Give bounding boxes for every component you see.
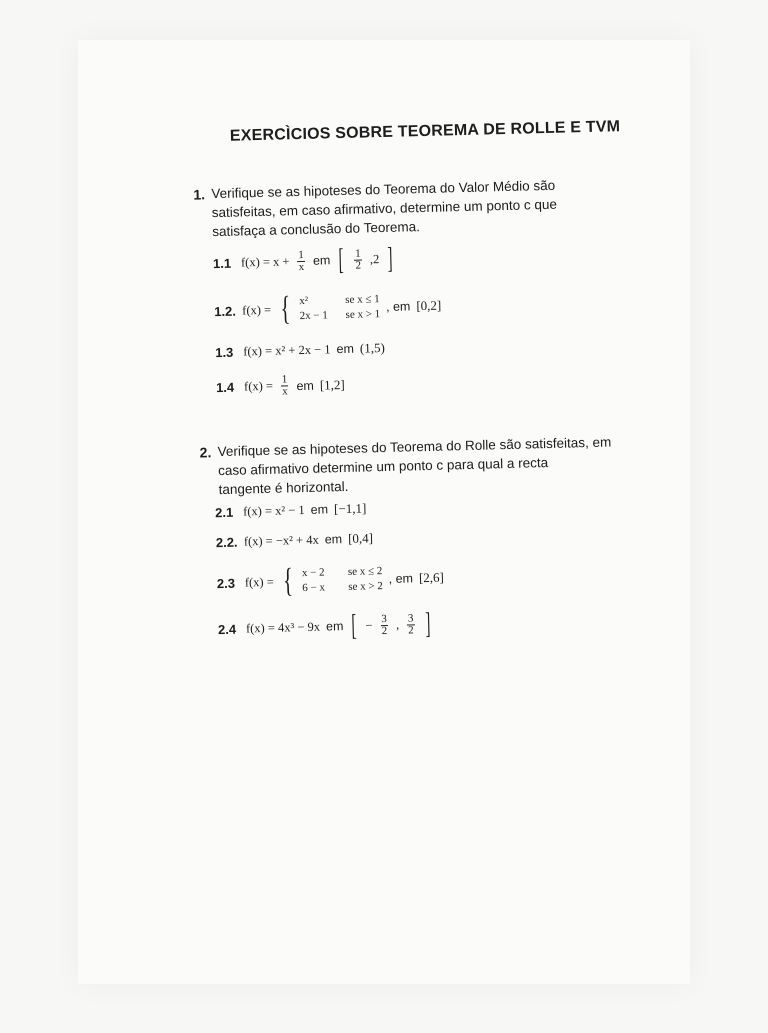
function-expression: f(x) = x + bbox=[240, 253, 290, 269]
question-1-number: 1. bbox=[193, 186, 206, 203]
question-2-text bbox=[217, 433, 612, 499]
exercise-number: 1.3 bbox=[215, 344, 234, 360]
piecewise-cases: x − 2 se x ≤ 2 6 − x se x > 2 bbox=[301, 565, 384, 595]
right-bracket: ] bbox=[424, 606, 431, 641]
function-expression: f(x) = bbox=[243, 378, 274, 394]
left-bracket: [ bbox=[351, 608, 358, 642]
exercise-2-2 bbox=[216, 530, 374, 550]
interval: [0,4] bbox=[347, 530, 374, 546]
function-expression: f(x) = bbox=[242, 302, 272, 317]
interval: [1,2] bbox=[319, 376, 345, 393]
fraction: $\frac{1}{x}$ bbox=[298, 248, 305, 273]
right-bracket: ] bbox=[387, 241, 394, 275]
em-label: em bbox=[324, 532, 343, 547]
exercise-1-2 bbox=[214, 289, 442, 329]
function-expression: f(x) = −x² + 4x bbox=[243, 532, 319, 548]
exercise-number: 2.3 bbox=[216, 575, 236, 591]
interval: [0,2] bbox=[416, 297, 442, 314]
question-1-text bbox=[211, 175, 592, 241]
interval-fraction: $\frac{3}{2}$ bbox=[381, 612, 388, 637]
left-brace: { bbox=[279, 290, 291, 328]
em-label: , em bbox=[388, 571, 414, 586]
function-expression: f(x) = x² − 1 bbox=[242, 502, 305, 519]
em-label: em bbox=[296, 378, 315, 393]
em-label: em bbox=[336, 341, 355, 357]
exercise-1-4 bbox=[216, 373, 345, 399]
exercise-number: 2.2. bbox=[215, 534, 238, 550]
exercise-number: 2.4 bbox=[217, 621, 237, 637]
question-1-line: satisfeitas, em caso afirmativo, determine um ponto c que bbox=[211, 196, 558, 221]
interval-fraction: $\frac{1}{2}$ bbox=[355, 247, 362, 272]
exercise-1-1 bbox=[212, 241, 396, 278]
interval-fraction: $\frac{3}{2}$ bbox=[407, 611, 414, 637]
interval: [−1,1] bbox=[333, 500, 367, 517]
function-expression: f(x) = x² + 2x − 1 bbox=[243, 341, 331, 358]
interval-end: ,2 bbox=[369, 251, 380, 266]
question-2-line: caso afirmativo determine um ponto c para qual a recta bbox=[217, 455, 549, 479]
question-2-line: tangente é horizontal. bbox=[218, 478, 349, 498]
left-brace: { bbox=[282, 562, 294, 600]
question-1-line: Verifique se as hipoteses do Teorema do Valor Médio são bbox=[211, 177, 556, 202]
exercise-2-1 bbox=[215, 500, 367, 520]
piecewise-cases: x² se x ≤ 1 2x − 1 se x > 1 bbox=[299, 293, 381, 323]
em-label: , em bbox=[385, 299, 411, 314]
exercise-2-3 bbox=[216, 561, 444, 601]
exercise-2-4 bbox=[217, 606, 433, 644]
exercise-1-3 bbox=[215, 340, 385, 360]
left-bracket: [ bbox=[338, 242, 345, 277]
em-label: em bbox=[312, 253, 331, 268]
em-label: em bbox=[310, 502, 329, 517]
function-expression: f(x) = 4x³ − 9x bbox=[245, 619, 321, 635]
exercise-number: 1.4 bbox=[215, 379, 235, 396]
document-title: EXERCÌCIOS SOBRE TEOREMA DE ROLLE E TVM bbox=[229, 118, 621, 145]
exercise-number: 1.2. bbox=[214, 303, 237, 319]
fraction: $\frac{1}{x}$ bbox=[281, 373, 288, 398]
interval: [2,6] bbox=[418, 569, 445, 586]
function-expression: f(x) = bbox=[244, 574, 274, 589]
question-2-number: 2. bbox=[199, 444, 212, 461]
interval: (1,5) bbox=[359, 339, 386, 356]
comma: , bbox=[395, 617, 400, 632]
question-1-line: satisfaça a conclusão do Teorema. bbox=[212, 219, 421, 240]
negative-sign: − bbox=[365, 617, 373, 633]
em-label: em bbox=[325, 619, 344, 634]
exercise-number: 1.1 bbox=[212, 255, 232, 271]
exercise-number: 2.1 bbox=[214, 504, 234, 520]
question-2-line: Verifique se as hipoteses do Teorema do Rolle são satisfeitas, em bbox=[217, 434, 612, 460]
